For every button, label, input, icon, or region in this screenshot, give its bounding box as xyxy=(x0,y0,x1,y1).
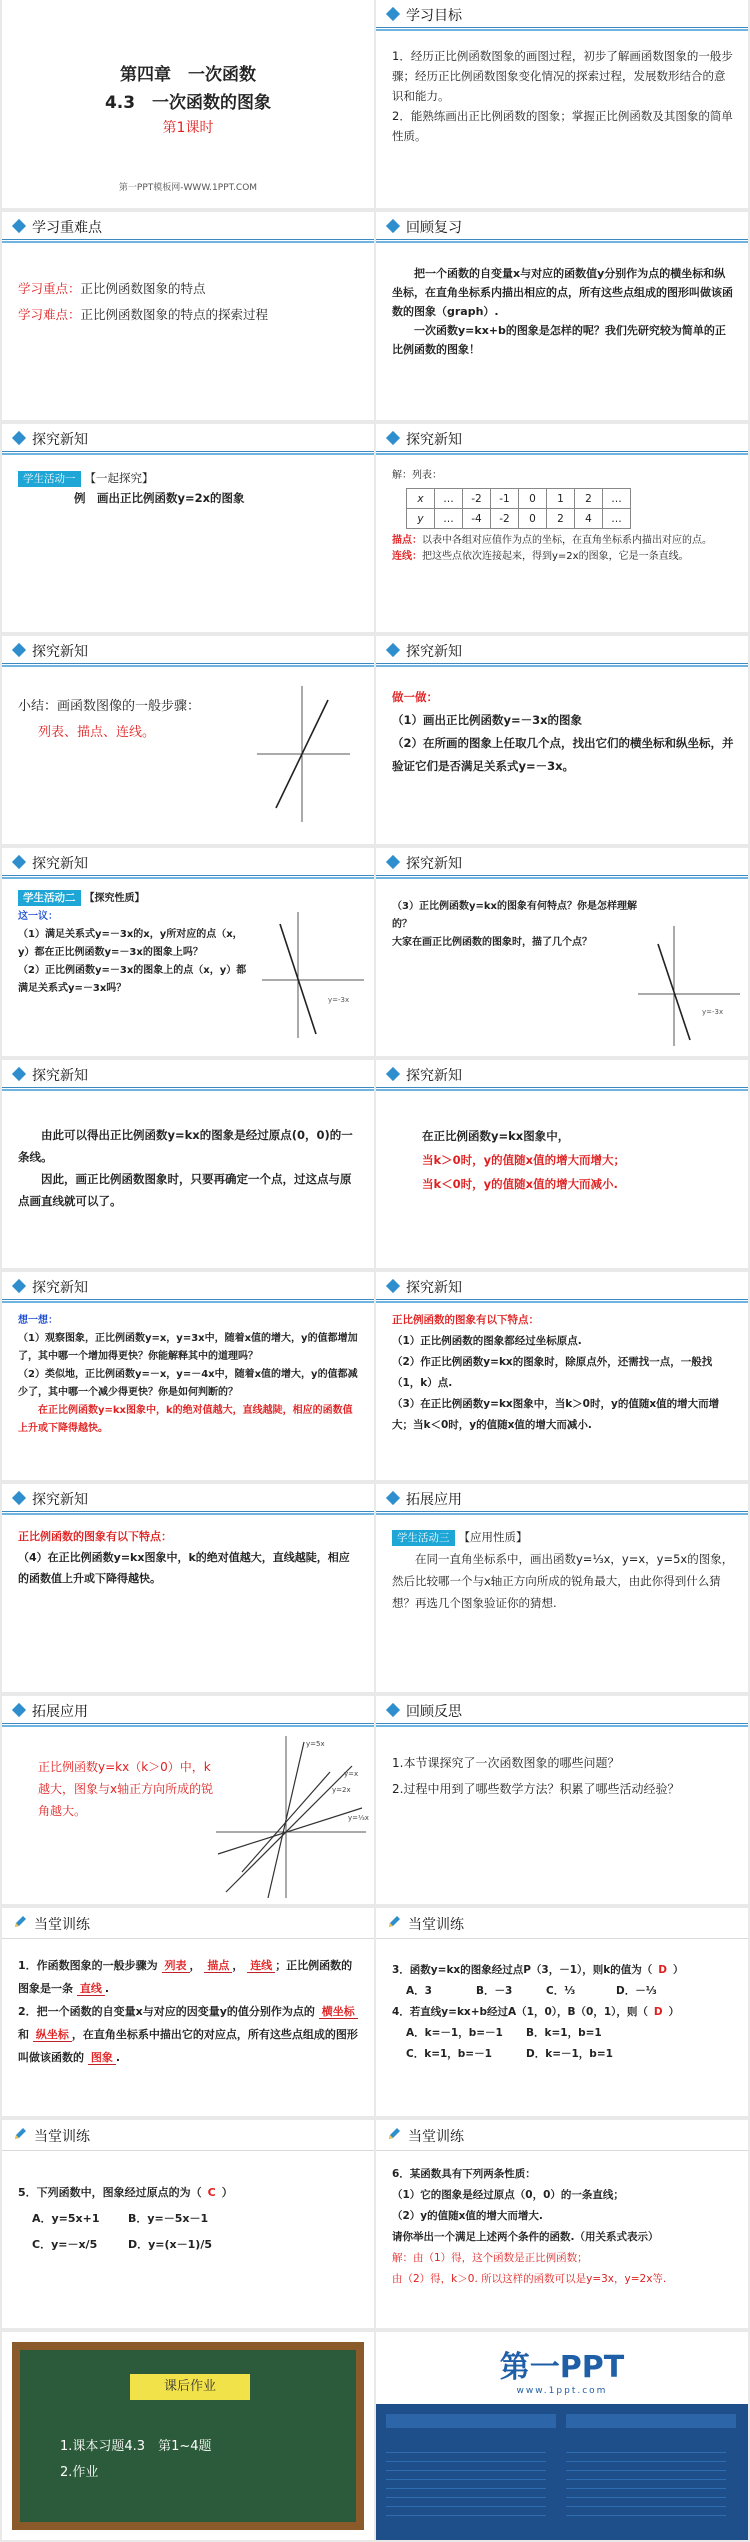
slide-heading: 学习目标 xyxy=(406,8,462,24)
table-intro: 解：列表： xyxy=(392,470,442,481)
slide-header xyxy=(2,848,374,876)
q4-option-d: D．k=－1，b=1 xyxy=(526,2048,613,2060)
q6-condition-2: （2）y的值随x值的增大而增大. xyxy=(392,2210,543,2222)
slide-header xyxy=(376,0,748,28)
q6-condition-1: （1）它的图象是经过原点（0，0）的一条直线； xyxy=(392,2189,624,2201)
slide-heading: 探究新知 xyxy=(406,644,462,660)
lesson-label: 第1课时 xyxy=(162,120,214,136)
table-cell: -2 xyxy=(463,489,491,509)
q1-mid: ；正比例函数的图象是一条 xyxy=(18,1959,353,1995)
slide-heading: 探究新知 xyxy=(406,1280,462,1296)
doit-heading: 做一做： xyxy=(392,690,438,704)
slide-header xyxy=(2,1272,374,1300)
property-intro: 在正比例函数y=kx图象中， xyxy=(422,1129,570,1143)
slide-header xyxy=(376,1484,748,1512)
q6-answer-1: 解：由（1）得，这个函数是正比例函数； xyxy=(392,2252,588,2264)
diamond-icon xyxy=(12,431,26,445)
table-cell: … xyxy=(435,489,463,509)
brand-url: www.1ppt.com xyxy=(516,2386,608,2396)
q6-text: 6．某函数具有下列两条性质： xyxy=(392,2168,536,2180)
graph-neg3x-2 xyxy=(634,924,744,1048)
q5-answer: C xyxy=(207,2186,216,2199)
slide-heading: 回顾反思 xyxy=(406,1704,462,1720)
slide-header xyxy=(2,1060,374,1088)
answer-6: 纵坐标 xyxy=(33,2028,72,2042)
q3-text: 3．函数y=kx的图象经过点P（3，－1），则k的值为（ xyxy=(392,1964,653,1976)
question-3: （3）正比例函数y=kx的图象有何特点？你是怎样理解的？ xyxy=(392,901,637,930)
pencil-icon xyxy=(386,1914,402,1930)
slide-header xyxy=(2,2120,374,2150)
connect-text: 把这些点依次连接起来，得到y=2x的图象，它是一条直线。 xyxy=(422,551,689,562)
q4-answer: D xyxy=(653,2006,663,2018)
extend-text: 正比例函数y=kx（k＞0）中，k越大，图象与x轴正方向所成的锐角越大。 xyxy=(38,1760,214,1818)
slide-explore-7 xyxy=(2,1060,374,1268)
brand-footer-panel xyxy=(376,2404,748,2540)
slide-header xyxy=(376,212,748,240)
activity-tag: 学生活动三 xyxy=(392,1530,455,1546)
difficulty-text: 正比例函数图象的特点的探索过程 xyxy=(80,307,269,322)
answer-3: 连线 xyxy=(247,1959,275,1973)
section-title: 4.3 一次函数的图象 xyxy=(104,93,272,113)
graph-label: y=-3x xyxy=(702,1008,724,1016)
activity-text: 【应用性质】 xyxy=(458,1530,528,1544)
table-cell: … xyxy=(603,489,631,509)
property-negative: 当k＜0时，y的值随x值的增大而减小. xyxy=(422,1177,618,1191)
slide-brand xyxy=(376,2332,748,2540)
difficulty-label: 学习难点： xyxy=(18,307,81,322)
table-cell: 4 xyxy=(575,509,603,529)
footer-text: 第一PPT模板网-WWW.1PPT.COM xyxy=(118,183,258,193)
q2-and: 和 xyxy=(18,2028,29,2041)
q5-option-b: B．y=－5x－1 xyxy=(128,2212,209,2225)
activity-tag: 学生活动二 xyxy=(18,890,81,906)
slide-review xyxy=(376,212,748,420)
chapter-title: 第四章 一次函数 xyxy=(120,65,256,85)
discuss-p2: （2）正比例函数y=－3x的图象上的点（x，y）都满足关系式y=－3x吗？ xyxy=(18,965,247,994)
slide-practice-2: 当堂训练 3．函数y=kx的图象经过点P（3，－1），则k的值为（ D ） A．3 B．－3 C．⅓ D．－⅓ 4．若直线y=kx+b经过A（1，0），B（0，1），则（ D ） A．k=－1，b=－1 B．k=1，b=1 C．k=1，b=－1 D．k=－1，b=1 xyxy=(376,1908,748,2116)
slide-header xyxy=(376,2120,748,2150)
diamond-icon xyxy=(386,643,400,657)
slide-heading: 探究新知 xyxy=(32,856,88,872)
slide-reflect xyxy=(376,1696,748,1904)
brand-logo: 第一PPT xyxy=(499,2350,625,2385)
slide-heading: 拓展应用 xyxy=(406,1492,462,1508)
graph-neg3x xyxy=(258,910,368,1040)
diamond-icon xyxy=(12,1703,26,1717)
slide-explore-8 xyxy=(376,1060,748,1268)
table-cell: … xyxy=(603,509,631,529)
feature-heading: 正比例函数的图象有以下特点： xyxy=(392,1314,539,1326)
discuss-p1: （1）满足关系式y=－3x的x，y所对应的点（x，y）都在正比例函数y=－3x的图象上吗？ xyxy=(18,929,243,958)
question-3b: 大家在画正比例函数的图象时，描了几个点？ xyxy=(392,937,592,948)
diamond-icon xyxy=(386,1279,400,1293)
apply-text: 在同一直角坐标系中，画出函数y=⅓x，y=x，y=5x的图象，然后比较哪一个与x轴正方向所成的锐角最大，由此你得到什么猜想？再选几个图象验证你的猜想. xyxy=(392,1552,734,1610)
feature-1: （1）正比例函数的图象都经过坐标原点. xyxy=(392,1335,582,1347)
table-cell: 0 xyxy=(519,489,547,509)
feature-2: （2）作正比例函数y=kx的图象时，除原点外，还需找一点，一般找（1，k）点. xyxy=(392,1356,713,1389)
q3-option-b: B．－3 xyxy=(476,1985,513,1997)
diamond-icon xyxy=(386,1067,400,1081)
reflect-q1: 1.本节课探究了一次函数图象的哪些问题？ xyxy=(392,1756,620,1770)
feature-4: （4）在正比例函数y=kx图象中，k的绝对值越大，直线越陡，相应的函数值上升或下降得越快。 xyxy=(18,1551,350,1585)
objective-1: 1．经历正比例函数图象的画图过程，初步了解画函数图象的一般步骤；经历正比例函数图象变化情况的探索过程，发展数形结合的意识和能力。 xyxy=(392,49,733,103)
slide-header xyxy=(2,1908,374,1938)
slide-explore-10 xyxy=(376,1272,748,1480)
plot-text: 以表中各组对应值作为点的坐标，在直角坐标系内描出对应的点。 xyxy=(422,535,712,546)
doit-p2: （2）在所画的图象上任取几个点，找出它们的横坐标和纵坐标，并验证它们是否满足关系式y=－3x。 xyxy=(392,736,734,773)
summary-steps: 列表、描点、连线。 xyxy=(38,725,156,740)
table-cell: 2 xyxy=(547,509,575,529)
q2-text: 2．把一个函数的自变量x与对应的因变量y的值分别作为点的 xyxy=(18,2005,315,2018)
slide-heading: 拓展应用 xyxy=(32,1704,88,1720)
q1-text: 1．作函数图象的一般步骤为 xyxy=(18,1959,158,1972)
activity-text: 【一起探究】 xyxy=(84,471,154,485)
slide-header xyxy=(2,212,374,240)
pencil-icon xyxy=(386,2126,402,2142)
slide-practice-3: 当堂训练 5．下列函数中，图象经过原点的为（ C ） A．y=5x+1 B．y=－5x－1 C．y=－x/5 D．y=(x－1)/5 xyxy=(2,2120,374,2328)
slide-homework xyxy=(2,2332,374,2540)
diamond-icon xyxy=(386,431,400,445)
slide-explore-11 xyxy=(2,1484,374,1692)
graph-multi xyxy=(212,1732,370,1900)
slide-objectives xyxy=(376,0,748,208)
slide-header xyxy=(376,1060,748,1088)
pencil-icon xyxy=(12,1914,28,1930)
q3-answer: D xyxy=(658,1964,667,1976)
slide-heading: 学习重难点 xyxy=(32,220,102,236)
slide-key-points xyxy=(2,212,374,420)
plot-label: 描点： xyxy=(392,535,422,546)
slide-heading: 当堂训练 xyxy=(34,2129,90,2145)
q5-option-c: C．y=－x/5 xyxy=(32,2238,98,2251)
table-cell: -1 xyxy=(491,489,519,509)
diamond-icon xyxy=(12,643,26,657)
graph-label: y=-3x xyxy=(328,996,350,1004)
slide-heading: 探究新知 xyxy=(32,644,88,660)
homework-item-2: 2.作业 xyxy=(60,2465,99,2480)
slide-explore-5 xyxy=(2,848,374,1056)
q3-option-a: A．3 xyxy=(406,1985,432,1997)
homework-header: 课后作业 xyxy=(130,2374,250,2400)
diamond-icon xyxy=(12,1491,26,1505)
reflect-q2: 2.过程中用到了哪些数学方法？积累了哪些活动经验？ xyxy=(392,1782,680,1796)
graph-y2x xyxy=(252,684,352,824)
q5-option-d: D．y=(x－1)/5 xyxy=(128,2238,212,2251)
slide-explore-6 xyxy=(376,848,748,1056)
brand-logo-area xyxy=(376,2332,748,2404)
slide-heading: 探究新知 xyxy=(406,856,462,872)
property-positive: 当k＞0时，y的值随x值的增大而增大； xyxy=(422,1153,626,1167)
q4-option-a: A．k=－1，b=－1 xyxy=(406,2027,503,2039)
feature-heading: 正比例函数的图象有以下特点： xyxy=(18,1530,172,1543)
q5-option-a: A．y=5x+1 xyxy=(32,2212,100,2225)
slide-header xyxy=(376,848,748,876)
slide-heading: 探究新知 xyxy=(406,432,462,448)
review-p2: 一次函数y=kx+b的图象是怎样的呢？我们先研究较为简单的正比例函数的图象！ xyxy=(392,324,726,356)
slide-heading: 回顾复习 xyxy=(406,220,462,236)
slide-header xyxy=(376,1696,748,1724)
q4-option-c: C．k=1，b=－1 xyxy=(406,2048,492,2060)
activity-tag: 学生活动一 xyxy=(18,471,81,487)
line-label-5x: y=5x xyxy=(306,1740,325,1748)
slide-explore-3 xyxy=(2,636,374,844)
table-cell: -4 xyxy=(463,509,491,529)
table-cell: y xyxy=(407,509,435,529)
diamond-icon xyxy=(386,855,400,869)
answer-2: 描点 xyxy=(204,1959,232,1973)
slide-heading: 当堂训练 xyxy=(408,1917,464,1933)
value-table xyxy=(406,488,631,529)
connect-label: 连线： xyxy=(392,551,422,562)
slide-explore-9 xyxy=(2,1272,374,1480)
table-cell: x xyxy=(407,489,435,509)
pencil-icon xyxy=(12,2126,28,2142)
think-heading: 想一想： xyxy=(18,1315,58,1326)
table-cell: 1 xyxy=(547,489,575,509)
answer-7: 图象 xyxy=(88,2051,116,2065)
answer-1: 列表 xyxy=(162,1959,190,1973)
conclusion-p1: 由此可以得出正比例函数y=kx的图象是经过原点(0，0)的一条线。 xyxy=(18,1128,353,1164)
table-cell: 2 xyxy=(575,489,603,509)
slide-explore-1 xyxy=(2,424,374,632)
example-text: 例 画出正比例函数y=2x的图象 xyxy=(74,491,245,505)
answer-4: 直线 xyxy=(77,1982,105,1996)
key-label: 学习重点： xyxy=(18,281,81,296)
diamond-icon xyxy=(12,855,26,869)
think-p2: （2）类似地，正比例函数y=－x，y=－4x中，随着x值的增大，y的值都减少了，其中哪一个减少得更快？你是如何判断的？ xyxy=(18,1369,358,1398)
slide-extend-2 xyxy=(2,1696,374,1904)
slide-header xyxy=(376,1272,748,1300)
diamond-icon xyxy=(386,7,400,21)
slide-title xyxy=(2,0,374,208)
review-p1: 把一个函数的自变量x与对应的函数值y分别作为点的横坐标和纵坐标，在直角坐标系内描出相应的点，所有这些点组成的图形叫做该函数的图象（graph）. xyxy=(392,267,733,318)
slide-heading: 探究新知 xyxy=(32,1068,88,1084)
slide-heading: 当堂训练 xyxy=(34,1917,90,1933)
line-label-2x: y=2x xyxy=(332,1786,351,1794)
line-label-third-x: y=⅓x xyxy=(348,1814,369,1822)
q5-text: 5．下列函数中，图象经过原点的为（ xyxy=(18,2186,202,2199)
key-text: 正比例函数图象的特点 xyxy=(80,281,206,296)
summary-text: 小结：画函数图像的一般步骤： xyxy=(18,699,201,714)
slide-practice-1: 当堂训练 1．作函数图象的一般步骤为 列表 ， 描点 ， 连线 ；正比例函数的图象是一条 直线 . 2．把一个函数的自变量x与对应的因变量y的值分别作为点的 横坐标 和 纵坐标 ，在直角坐标系中描出它的对应点，所有这些点组成的图形叫做该函数的 图象 . xyxy=(2,1908,374,2116)
q6-ask: 请你举出一个满足上述两个条件的函数.（用关系式表示） xyxy=(392,2231,659,2243)
doit-p1: （1）画出正比例函数y=－3x的图象 xyxy=(392,713,583,727)
objective-2: 2．能熟练画出正比例函数的图象；掌握正比例函数及其图象的简单性质。 xyxy=(392,109,733,143)
table-cell: … xyxy=(435,509,463,529)
diamond-icon xyxy=(386,1703,400,1717)
q4-option-b: B．k=1，b=1 xyxy=(526,2027,602,2039)
table-cell: 0 xyxy=(519,509,547,529)
q2-post: ，在直角坐标系中描出它的对应点，所有这些点组成的图形叫做该函数的 xyxy=(18,2028,358,2064)
slide-heading: 当堂训练 xyxy=(408,2129,464,2145)
slide-practice-4 xyxy=(376,2120,748,2328)
slide-heading: 探究新知 xyxy=(406,1068,462,1084)
diamond-icon xyxy=(12,1279,26,1293)
slide-header xyxy=(2,1484,374,1512)
slide-extend-1 xyxy=(376,1484,748,1692)
diamond-icon xyxy=(12,1067,26,1081)
slide-explore-2 xyxy=(376,424,748,632)
think-conclusion: 在正比例函数y=kx图象中，k的绝对值越大，直线越陡，相应的函数值上升或下降得越快。 xyxy=(18,1405,353,1434)
slide-heading: 探究新知 xyxy=(32,1280,88,1296)
slide-header xyxy=(2,424,374,452)
slide-header xyxy=(2,636,374,664)
diamond-icon xyxy=(386,1491,400,1505)
feature-3: （3）在正比例函数y=kx图象中，当k＞0时，y的值随x值的增大而增大；当k＜0时，y的值随x值的增大而减小. xyxy=(392,1398,720,1431)
table-cell: -2 xyxy=(491,509,519,529)
chalkboard xyxy=(12,2342,364,2530)
slide-header xyxy=(376,636,748,664)
slide-header xyxy=(376,424,748,452)
q3-option-c: C．⅓ xyxy=(546,1985,576,1997)
slide-header xyxy=(2,1696,374,1724)
discuss-heading: 这一议： xyxy=(18,911,58,922)
answer-5: 横坐标 xyxy=(319,2005,358,2019)
slide-header xyxy=(376,1908,748,1938)
slide-heading: 探究新知 xyxy=(32,1492,88,1508)
slide-heading: 探究新知 xyxy=(32,432,88,448)
line-label-x: y=x xyxy=(344,1770,359,1778)
activity-text: 【探究性质】 xyxy=(84,893,145,904)
slide-explore-4 xyxy=(376,636,748,844)
q4-text: 4．若直线y=kx+b经过A（1，0），B（0，1），则（ xyxy=(392,2006,648,2018)
diamond-icon xyxy=(386,219,400,233)
homework-item-1: 1.课本习题4.3 第1~4题 xyxy=(60,2439,212,2454)
q3-option-d: D．－⅓ xyxy=(616,1985,657,1997)
q6-answer-2: 由（2）得，k＞0. 所以这样的函数可以是y=3x，y=2x等. xyxy=(392,2273,667,2285)
diamond-icon xyxy=(12,219,26,233)
conclusion-p2: 因此，画正比例函数图象时，只要再确定一个点，过这点与原点画直线就可以了。 xyxy=(18,1172,352,1208)
think-p1: （1）观察图象，正比例函数y=x，y=3x中，随着x值的增大，y的值都增加了，其中哪一个增加得更快？你能解释其中的道理吗？ xyxy=(18,1333,358,1362)
